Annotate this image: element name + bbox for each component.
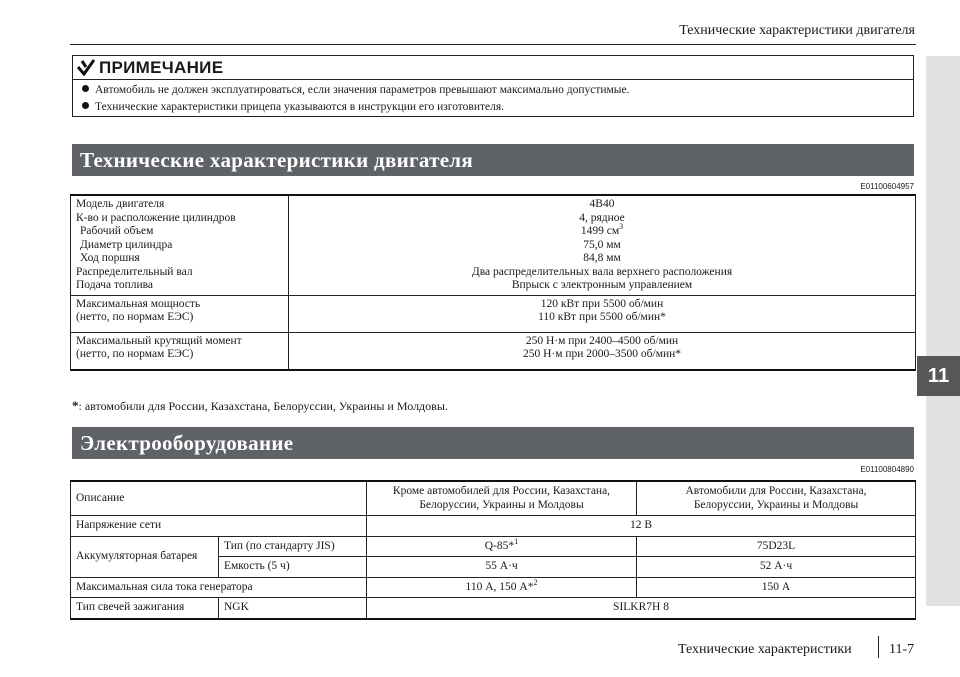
spark-plug-value: SILKR7H 8 xyxy=(367,598,916,619)
note-box xyxy=(72,55,914,117)
column-header-description: Описание xyxy=(71,481,367,516)
table-row xyxy=(71,195,916,295)
engine-section-title: Технические характеристики двигателя xyxy=(72,144,914,176)
battery-capacity-value-other: 55 А·ч xyxy=(367,557,637,578)
note-item: Технические характеристики прицепа указываются в инструкции его изготовителя. xyxy=(79,99,630,116)
alternator-value-other: 110 А, 150 А*$^2$ xyxy=(367,577,637,598)
footnote: *: автомобили для России, Казахстана, Белоруссии, Украины и Молдовы. xyxy=(72,398,448,413)
voltage-label: Напряжение сети xyxy=(71,516,367,537)
bullet-icon xyxy=(82,102,89,109)
column-header-cis-markets: Автомобили для России, Казахстана, Белоруссии, Украины и Молдовы xyxy=(637,481,916,516)
note-title: ПРИМЕЧАНИЕ xyxy=(99,58,224,77)
battery-capacity-label: Емкость (5 ч) xyxy=(219,557,367,578)
note-header xyxy=(73,56,913,80)
chapter-tab[interactable]: 11 xyxy=(917,356,960,396)
battery-label: Аккумуляторная батарея xyxy=(71,536,219,577)
header-divider xyxy=(70,44,916,45)
table-row xyxy=(71,481,916,516)
chapter-sidebar xyxy=(926,56,960,606)
checkmark-icon xyxy=(77,59,95,76)
power-label-cell: Максимальная мощность (нетто, по нормам ЕЭС) xyxy=(71,295,289,332)
battery-capacity-value-cis: 52 А·ч xyxy=(637,557,916,578)
engine-values-cell: 4B40 4, рядное 1499 $см^3$ 75,0 мм 84,8 мм Два распределительных вала верхнего расположения Впрыск с электронным управлением xyxy=(289,195,916,295)
alternator-label: Максимальная сила тока генератора xyxy=(71,577,367,598)
page-header-title: Технические характеристики двигателя xyxy=(679,23,915,38)
footer-section-name: Технические характеристики xyxy=(678,642,852,657)
spark-plug-brand: NGK xyxy=(219,598,367,619)
voltage-value: 12 В xyxy=(367,516,916,537)
page-number: 11-7 xyxy=(889,642,915,657)
electrical-specs-table xyxy=(70,480,916,620)
table-row xyxy=(71,516,916,537)
column-header-other-markets: Кроме автомобилей для России, Казахстана, Белоруссии, Украины и Молдовы xyxy=(367,481,637,516)
battery-type-value-cis: 75D23L xyxy=(637,536,916,557)
alternator-value-cis: 150 А xyxy=(637,577,916,598)
electrical-section-title: Электрооборудование xyxy=(72,427,914,459)
power-value-cell: 120 кВт при 5500 об/мин 110 кВт при 5500 об/мин* xyxy=(289,295,916,332)
engine-labels-cell: Модель двигателя К-во и расположение цилиндров Рабочий объем Диаметр цилиндра Ход поршня Распределительный вал Подача топлива xyxy=(71,195,289,295)
battery-type-value-other: Q-85*$^1$ xyxy=(367,536,637,557)
note-item: Автомобиль не должен эксплуатироваться, если значения параметров превышают максимально допустимые. xyxy=(79,82,630,99)
bullet-icon xyxy=(82,85,89,92)
note-list xyxy=(79,82,630,116)
torque-label-cell: Максимальный крутящий момент (нетто, по нормам ЕЭС) xyxy=(71,332,289,370)
spark-plug-label: Тип свечей зажигания xyxy=(71,598,219,619)
torque-value-cell: 250 Н·м при 2400–4500 об/мин 250 Н·м при 2000–3500 об/мин* xyxy=(289,332,916,370)
table-row xyxy=(71,577,916,598)
footer-divider xyxy=(878,636,879,658)
table-row xyxy=(71,332,916,370)
table-row xyxy=(71,295,916,332)
table-row xyxy=(71,536,916,557)
battery-type-label: Тип (по стандарту JIS) xyxy=(219,536,367,557)
engine-specs-table xyxy=(70,194,916,371)
table-row xyxy=(71,598,916,619)
electrical-section-code: E01100804890 xyxy=(860,465,914,474)
engine-section-code: E01100604957 xyxy=(860,182,914,191)
